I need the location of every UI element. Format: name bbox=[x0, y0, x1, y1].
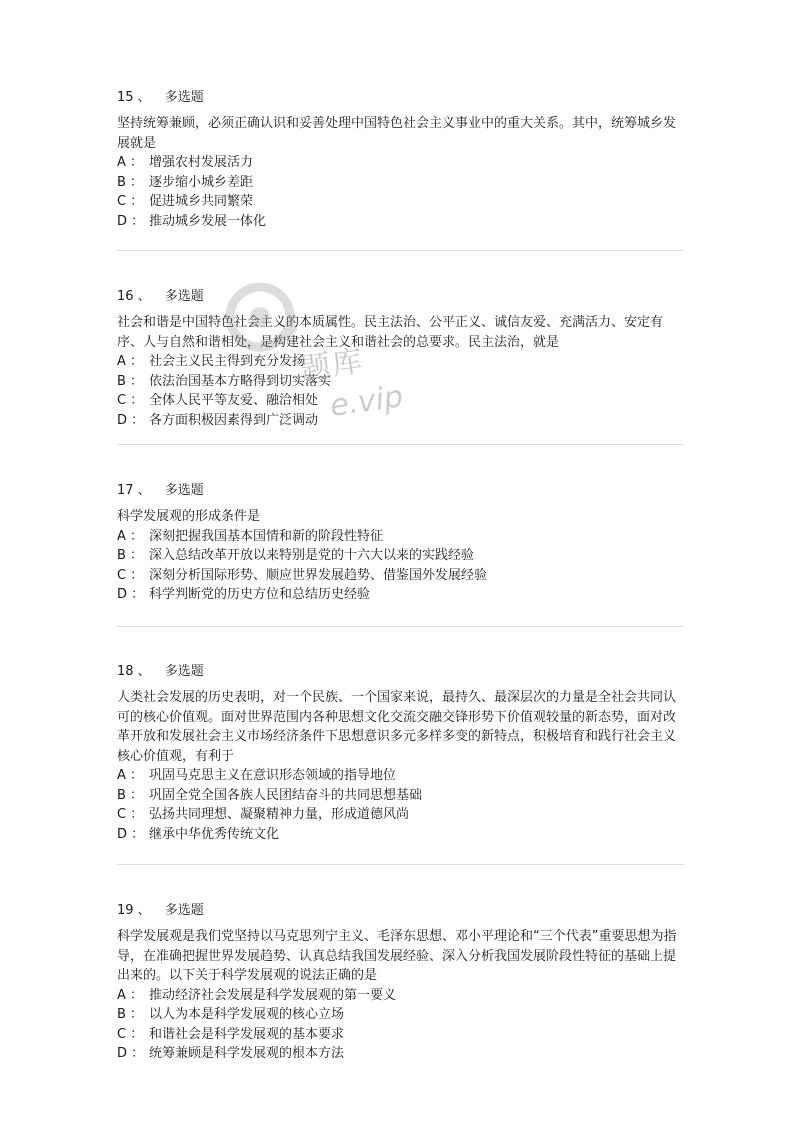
option-d bbox=[117, 825, 687, 845]
watermark-text-url: e.vip bbox=[327, 379, 406, 424]
option-text: 统筹兼顾是科学发展观的根本方法 bbox=[149, 1046, 345, 1061]
option-b bbox=[117, 1005, 687, 1025]
option-text: 推动城乡发展一体化 bbox=[149, 213, 267, 229]
question-type: 多选题 bbox=[164, 903, 204, 918]
question-number: 18 、 bbox=[117, 664, 151, 679]
option-letter: B ： bbox=[117, 787, 144, 803]
option-c bbox=[117, 1025, 687, 1045]
option-letter: D ： bbox=[117, 412, 145, 428]
option-letter: A ： bbox=[117, 528, 144, 544]
option-text: 增强农村发展活力 bbox=[149, 155, 254, 170]
question-type: 多选题 bbox=[164, 483, 204, 498]
question-number: 15 、 bbox=[117, 90, 151, 105]
option-text: 推动经济社会发展是科学发展观的第一要义 bbox=[149, 987, 397, 1003]
option-letter: B ： bbox=[117, 1007, 144, 1022]
option-letter: D ： bbox=[117, 213, 145, 229]
option-b bbox=[117, 372, 687, 392]
question-stem: 社会和谐是中国特色社会主义的本质属性。民主法治、公平正义、诚信友爱、充满活力、安定有序、人与自然和谐相处，是构建社会主义和谐社会的总要求。民主法治，就是 bbox=[117, 315, 664, 350]
option-letter: A ： bbox=[117, 354, 144, 369]
question-header bbox=[117, 88, 687, 108]
option-letter: C ： bbox=[117, 807, 144, 822]
question-17 bbox=[117, 481, 687, 605]
divider bbox=[117, 444, 684, 445]
question-15 bbox=[117, 88, 687, 231]
question-type: 多选题 bbox=[164, 664, 204, 679]
divider bbox=[117, 864, 684, 865]
option-letter: B ： bbox=[117, 548, 144, 563]
option-c bbox=[117, 566, 687, 586]
option-b bbox=[117, 786, 687, 806]
option-text: 以人为本是科学发展观的核心立场 bbox=[149, 1007, 345, 1022]
option-d bbox=[117, 1044, 687, 1064]
question-type: 多选题 bbox=[164, 289, 204, 304]
option-text: 逐步缩小城乡差距 bbox=[149, 174, 254, 190]
option-letter: D ： bbox=[117, 826, 145, 842]
option-b bbox=[117, 546, 687, 566]
option-a bbox=[117, 527, 687, 547]
option-a bbox=[117, 352, 687, 372]
divider bbox=[117, 250, 684, 251]
option-letter: D ： bbox=[117, 1046, 145, 1061]
option-b bbox=[117, 173, 687, 193]
question-18 bbox=[117, 662, 687, 844]
option-text: 促进城乡共同繁荣 bbox=[149, 194, 254, 209]
divider bbox=[117, 626, 684, 627]
question-header bbox=[117, 901, 687, 921]
question-stem: 人类社会发展的历史表明，对一个民族、一个国家来说，最持久、最深层次的力量是全社会共同认可的核心价值观。面对世界范围内各种思想文化交流交融交锋形势下价值观较量的新态势，面对改革开放和发展社会主义市场经济条件下思想意识多元多样多变的新特点，积极培育和践行社会主义核心价值观，有利于 bbox=[117, 690, 677, 764]
question-stem: 坚持统筹兼顾，必须正确认识和妥善处理中国特色社会主义事业中的重大关系。其中，统筹城乡发展就是 bbox=[117, 116, 677, 151]
option-text: 和谐社会是科学发展观的基本要求 bbox=[149, 1026, 345, 1042]
option-d bbox=[117, 585, 687, 605]
question-number: 16 、 bbox=[117, 289, 151, 304]
question-header bbox=[117, 287, 687, 307]
option-text: 继承中华优秀传统文化 bbox=[149, 826, 280, 842]
option-text: 深入总结改革开放以来特别是党的十六大以来的实践经验 bbox=[149, 548, 475, 563]
option-text: 依法治国基本方略得到切实落实 bbox=[149, 373, 332, 389]
option-text: 巩固全党全国各族人民团结奋斗的共同思想基础 bbox=[149, 787, 423, 803]
option-text: 科学判断党的历史方位和总结历史经验 bbox=[149, 587, 371, 602]
option-a bbox=[117, 986, 687, 1006]
option-letter: C ： bbox=[117, 393, 144, 408]
option-text: 深刻分析国际形势、顺应世界发展趋势、借鉴国外发展经验 bbox=[149, 567, 488, 583]
question-number: 17 、 bbox=[117, 483, 151, 498]
option-a bbox=[117, 766, 687, 786]
option-letter: A ： bbox=[117, 987, 144, 1003]
option-text: 巩固马克思主义在意识形态领域的指导地位 bbox=[149, 768, 397, 783]
option-letter: B ： bbox=[117, 174, 144, 190]
option-text: 全体人民平等友爱、融洽相处 bbox=[149, 393, 319, 408]
question-number: 19 、 bbox=[117, 903, 151, 918]
option-text: 深刻把握我国基本国情和新的阶段性特征 bbox=[149, 528, 384, 544]
question-19 bbox=[117, 901, 687, 1064]
option-letter: B ： bbox=[117, 373, 144, 389]
option-d bbox=[117, 212, 687, 232]
option-c bbox=[117, 805, 687, 825]
option-text: 社会主义民主得到充分发扬 bbox=[149, 354, 306, 369]
option-letter: D ： bbox=[117, 587, 145, 602]
question-stem: 科学发展观的形成条件是 bbox=[117, 509, 261, 524]
option-letter: C ： bbox=[117, 194, 144, 209]
option-letter: A ： bbox=[117, 155, 144, 170]
option-text: 弘扬共同理想、凝聚精神力量，形成道德风尚 bbox=[149, 807, 410, 822]
question-stem: 科学发展观是我们党坚持以马克思列宁主义、毛泽东思想、邓小平理论和“三个代表”重要思想为指导，在准确把握世界发展趋势、认真总结我国发展经验、深入分析我国发展阶段性特征的基础上提出来的。以下关于科学发展观的说法正确的是 bbox=[117, 929, 677, 983]
option-text: 各方面积极因素得到广泛调动 bbox=[149, 412, 319, 428]
option-letter: C ： bbox=[117, 567, 144, 583]
question-header bbox=[117, 662, 687, 682]
option-c bbox=[117, 192, 687, 212]
option-letter: C ： bbox=[117, 1026, 144, 1042]
question-type: 多选题 bbox=[164, 90, 204, 105]
watermark-text: 题库 bbox=[298, 343, 367, 388]
question-header bbox=[117, 481, 687, 501]
option-letter: A ： bbox=[117, 768, 144, 783]
option-a bbox=[117, 153, 687, 173]
